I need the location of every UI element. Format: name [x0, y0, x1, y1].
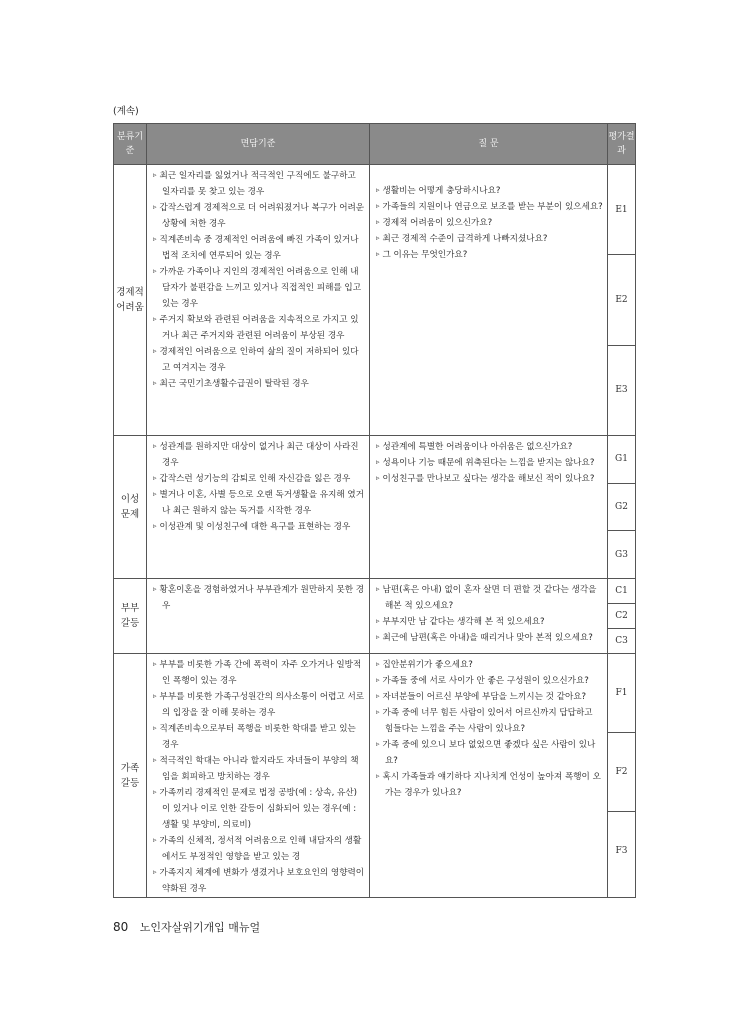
question-item: ▹ 자녀분들이 어르신 부양에 부담을 느끼시는 것 같아요? [376, 689, 603, 705]
header-category: 분류기준 [114, 124, 147, 165]
criteria-item: ▹ 부부를 비롯한 가족구성원간의 의사소통이 어렵고 서로의 입장을 잘 이해 못하는 경우 [153, 689, 365, 721]
evaluation-code: F1 [608, 654, 635, 733]
criteria-item: ▹ 최근 국민기초생활수급권이 탈락된 경우 [153, 376, 365, 392]
question-item: ▹ 가족들의 지원이나 연금으로 보조를 받는 부분이 있으세요? [376, 199, 603, 215]
question-item: ▹ 최근 경제적 수준이 급격하게 나빠지셨나요? [376, 231, 603, 247]
criteria-item: ▹ 적극적인 학대는 아니라 할지라도 자녀들이 부양의 책임을 회피하고 방치하는 경우 [153, 753, 365, 785]
row-criteria [147, 436, 370, 579]
row-questions [370, 654, 608, 898]
header-row [114, 124, 636, 165]
header-questions: 질 문 [370, 124, 608, 165]
criteria-item: ▹ 가족지지 체계에 변화가 생겼거나 보호요인의 영향력이 약화된 경우 [153, 865, 365, 897]
table-row [114, 436, 636, 579]
criteria-item: ▹ 가까운 가족이나 지인의 경제적인 어려움으로 인해 내담자가 불편감을 느끼고 있거나 직접적인 피해를 입고 있는 경우 [153, 264, 365, 312]
question-item: ▹ 부부지만 남 같다는 생각해 본 적 있으세요? [376, 614, 603, 630]
evaluation-code: E2 [608, 255, 635, 345]
row-evaluation [608, 654, 636, 898]
row-criteria [147, 654, 370, 898]
question-item: ▹ 이성친구를 만나보고 싶다는 생각을 해보신 적이 있나요? [376, 471, 603, 487]
criteria-item: ▹ 별거나 이혼, 사별 등으로 오랜 독거생활을 유지해 였거나 최근 원하지 않는 독거를 시작한 경우 [153, 487, 365, 519]
evaluation-code: E3 [615, 385, 628, 396]
criteria-item: ▹ 직계존비속으로부터 폭행을 비롯한 학대를 받고 있는 경우 [153, 721, 365, 753]
question-item: ▹ 가족들 중에 서로 사이가 안 좋은 구성원이 있으신가요? [376, 673, 603, 689]
evaluation-code: F2 [608, 733, 635, 812]
screening-table [113, 123, 636, 898]
evaluation-code: G2 [608, 484, 635, 532]
page-number: 80 [113, 920, 129, 934]
criteria-item: ▹ 이성관계 및 이성친구에 대한 욕구를 표현하는 경우 [153, 519, 365, 535]
table-row [114, 579, 636, 654]
row-criteria [147, 165, 370, 436]
question-item: ▹ 성욕이나 기능 때문에 위축된다는 느낌을 받지는 않나요? [376, 455, 603, 471]
row-questions [370, 165, 608, 436]
question-item: ▹ 가족 중에 너무 힘든 사람이 있어서 어르신까지 답답하고 힘들다는 느낌을 주는 사람이 있나요? [376, 705, 603, 737]
evaluation-code: G1 [608, 436, 635, 484]
table-row [114, 654, 636, 898]
question-item: ▹ 집안분위기가 좋으세요? [376, 657, 603, 673]
criteria-item: ▹ 부부를 비롯한 가족 간에 폭력이 자주 오가거나 일방적인 폭행이 있는 경우 [153, 657, 365, 689]
question-item: ▹ 남편(혹은 아내) 없이 혼자 살면 더 편할 것 같다는 생각을 해본 적 있으세요? [376, 582, 603, 614]
continued-label: (계속) [113, 106, 139, 117]
criteria-item: ▹ 갑작스럽게 경제적으로 더 어려워졌거나 복구가 어려운 상황에 처한 경우 [153, 200, 365, 232]
question-item: ▹ 가족 중에 있으니 보다 없었으면 좋겠다 싶은 사람이 있나요? [376, 737, 603, 769]
criteria-item: ▹ 주거지 확보와 관련된 어려움을 지속적으로 가지고 있거나 최근 주거지와 관련된 어려움이 부상된 경우 [153, 312, 365, 344]
header-evaluation: 평가결과 [608, 124, 636, 165]
criteria-item: ▹ 가족의 신체적, 정서적 어려움으로 인해 내담자의 생활에서도 부정적인 영향을 받고 있는 경 [153, 833, 365, 865]
question-item: ▹ 그 이유는 무엇인가요? [376, 247, 603, 263]
row-questions [370, 579, 608, 654]
criteria-item: ▹ 갑작스런 성기능의 감퇴로 인해 자신감을 잃은 경우 [153, 471, 365, 487]
question-item: ▹ 경제적 어려움이 있으신가요? [376, 215, 603, 231]
criteria-item: ▹ 최근 일자리를 잃었거나 적극적인 구직에도 불구하고 일자리를 못 찾고 있는 경우 [153, 168, 365, 200]
row-questions [370, 436, 608, 579]
row-evaluation [608, 579, 636, 654]
row-category: 경제적 어려움 [114, 165, 147, 436]
row-evaluation [608, 436, 636, 579]
header-criteria: 면담기준 [147, 124, 370, 165]
criteria-item: ▹ 가족끼리 경제적인 문제로 법정 공방(예 : 상속, 유산)이 있거나 이로 인한 갈등이 심화되어 있는 경우(예 : 생활 및 부양비, 의료비) [153, 785, 365, 833]
question-item: ▹ 혹시 가족들과 얘기하다 지나치게 언성이 높아져 폭행이 오가는 경우가 있나요? [376, 769, 603, 801]
evaluation-code: G3 [615, 549, 628, 560]
row-criteria [147, 579, 370, 654]
table-row [114, 165, 636, 436]
evaluation-code: F3 [615, 846, 628, 856]
question-item: ▹ 성관계에 특별한 어려움이나 아쉬움은 없으신가요? [376, 439, 603, 455]
evaluation-code: C3 [615, 636, 628, 646]
row-category: 가족 갈등 [114, 654, 147, 898]
criteria-item: ▹ 경제적인 어려움으로 인하여 삶의 질이 저하되어 있다고 여겨지는 경우 [153, 344, 365, 376]
row-category: 이성 문제 [114, 436, 147, 579]
page-footer [113, 919, 260, 935]
question-item: ▹ 생활비는 어떻게 충당하시나요? [376, 183, 603, 199]
row-category: 부부 갈등 [114, 579, 147, 654]
criteria-item: ▹ 성관계를 원하지만 대상이 없거나 최근 대상이 사라진 경우 [153, 439, 365, 471]
evaluation-code: E1 [608, 165, 635, 255]
row-evaluation [608, 165, 636, 436]
criteria-item: ▹ 직계존비속 중 경제적인 어려움에 빠진 가족이 있거나 법적 조치에 연루되어 있는 경우 [153, 232, 365, 264]
manual-title: 노인자살위기개입 매뉴얼 [139, 921, 261, 934]
evaluation-code: C1 [608, 579, 635, 604]
criteria-item: ▹ 황혼이혼을 경험하였거나 부부관계가 원만하지 못한 경우 [153, 582, 365, 614]
evaluation-code: C2 [608, 604, 635, 629]
question-item: ▹ 최근에 남편(혹은 아내)을 때리거나 맞아 본적 있으세요? [376, 630, 603, 646]
